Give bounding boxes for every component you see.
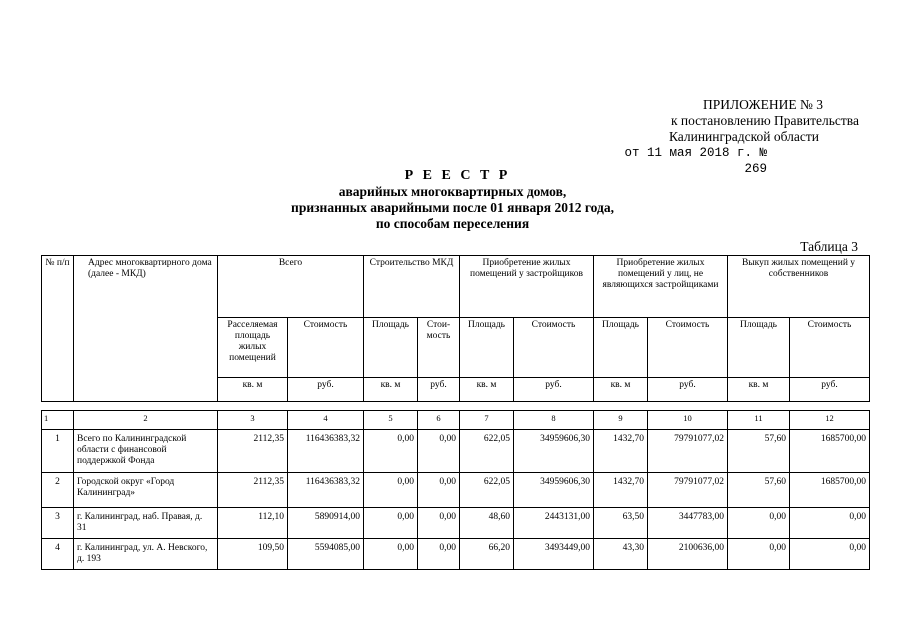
- cell-value: 63,50: [594, 508, 648, 539]
- header-unit: руб.: [418, 378, 460, 402]
- cell-value: 57,60: [728, 430, 790, 473]
- cell-value: 3447783,00: [648, 508, 728, 539]
- column-number: 7: [460, 411, 514, 430]
- title-reestr: Р Е Е С Т Р: [404, 168, 511, 183]
- cell-value: 622,05: [460, 473, 514, 508]
- cell-value: 0,00: [418, 473, 460, 508]
- cell-value: 48,60: [460, 508, 514, 539]
- cell-value: 0,00: [364, 539, 418, 570]
- header-group-construction: Строительство МКД: [364, 256, 460, 318]
- header-sub: Стоимость: [288, 318, 364, 378]
- title-line-2: аварийных многоквартирных домов,: [338, 184, 567, 199]
- cell-value: 5890914,00: [288, 508, 364, 539]
- cell-value: 0,00: [728, 508, 790, 539]
- header-unit: руб.: [514, 378, 594, 402]
- cell-value: 1685700,00: [790, 430, 870, 473]
- header-group-non-developers: Приобретение жилых помещений у лиц, не являющихся застройщиками: [594, 256, 728, 318]
- cell-value: 57,60: [728, 473, 790, 508]
- cell-value: 0,00: [364, 508, 418, 539]
- cell-value: 109,50: [218, 539, 288, 570]
- cell-value: 2112,35: [218, 473, 288, 508]
- table-row: [42, 539, 870, 570]
- cell-value: 622,05: [460, 430, 514, 473]
- column-number: 4: [288, 411, 364, 430]
- table-row: [42, 508, 870, 539]
- cell-value: 79791077,02: [648, 430, 728, 473]
- cell-value: 0,00: [418, 430, 460, 473]
- header-unit: кв. м: [364, 378, 418, 402]
- row-number: 3: [42, 508, 74, 539]
- cell-value: 2112,35: [218, 430, 288, 473]
- header-sub: Площадь: [594, 318, 648, 378]
- header-unit: руб.: [790, 378, 870, 402]
- table-row: [42, 473, 870, 508]
- cell-value: 116436383,32: [288, 430, 364, 473]
- row-number: 4: [42, 539, 74, 570]
- column-number: 11: [728, 411, 790, 430]
- cell-value: 0,00: [418, 508, 460, 539]
- header-sub: Стоимость: [648, 318, 728, 378]
- cell-value: 1685700,00: [790, 473, 870, 508]
- cell-value: 0,00: [790, 539, 870, 570]
- column-number: 5: [364, 411, 418, 430]
- row-number: 1: [42, 430, 74, 473]
- appendix-title: ПРИЛОЖЕНИЕ № 3: [702, 97, 823, 112]
- header-group-total: Всего: [218, 256, 364, 318]
- header-group-buyout: Выкуп жилых помещений у собственников: [728, 256, 870, 318]
- cell-value: 3493449,00: [514, 539, 594, 570]
- cell-value: 5594085,00: [288, 539, 364, 570]
- header-sub: Стоимость: [790, 318, 870, 378]
- appendix-block: [619, 97, 859, 177]
- header-unit: кв. м: [728, 378, 790, 402]
- column-number: 6: [418, 411, 460, 430]
- cell-value: 0,00: [418, 539, 460, 570]
- header-num: № п/п: [42, 256, 74, 402]
- cell-value: 1432,70: [594, 473, 648, 508]
- title-line-4: по способам переселения: [375, 216, 530, 231]
- header-sub: Стоимость: [514, 318, 594, 378]
- cell-value: 66,20: [460, 539, 514, 570]
- row-address: Всего по Калининградской области с финансовой поддержкой Фонда: [74, 430, 218, 473]
- column-number: 1: [42, 411, 74, 430]
- header-sub: Площадь: [364, 318, 418, 378]
- cell-value: 0,00: [364, 473, 418, 508]
- cell-value: 0,00: [364, 430, 418, 473]
- cell-value: 0,00: [728, 539, 790, 570]
- row-number: 2: [42, 473, 74, 508]
- column-number: 12: [790, 411, 870, 430]
- cell-value: 79791077,02: [648, 473, 728, 508]
- header-unit: руб.: [648, 378, 728, 402]
- title-line-3: признанных аварийными после 01 января 2012 года,: [291, 200, 614, 215]
- header-address: Адрес многоквартирного дома (далее - МКД): [74, 256, 218, 402]
- appendix-decree: к постановлению Правительства: [670, 113, 859, 128]
- column-number: 3: [218, 411, 288, 430]
- table-label: Таблица 3: [800, 239, 858, 254]
- header-unit: кв. м: [594, 378, 648, 402]
- header-sub: Площадь: [460, 318, 514, 378]
- cell-value: 0,00: [790, 508, 870, 539]
- cell-value: 112,10: [218, 508, 288, 539]
- column-number: 9: [594, 411, 648, 430]
- table-row: [42, 430, 870, 473]
- header-sub: Стои-мость: [418, 318, 460, 378]
- table-header: [41, 255, 870, 402]
- header-sub: Расселяемая площадь жилых помещений: [218, 318, 288, 378]
- header-unit: руб.: [288, 378, 364, 402]
- column-number: 8: [514, 411, 594, 430]
- cell-value: 2443131,00: [514, 508, 594, 539]
- column-number: 10: [648, 411, 728, 430]
- cell-value: 2100636,00: [648, 539, 728, 570]
- appendix-region: Калининградской области: [668, 129, 819, 144]
- cell-value: 43,30: [594, 539, 648, 570]
- header-sub: Площадь: [728, 318, 790, 378]
- row-address: Городской округ «Город Калининград»: [74, 473, 218, 508]
- table-body: [41, 410, 870, 570]
- cell-value: 34959606,30: [514, 430, 594, 473]
- row-address: г. Калининград, наб. Правая, д. 31: [74, 508, 218, 539]
- cell-value: 116436383,32: [288, 473, 364, 508]
- header-group-developers: Приобретение жилых помещений у застройщиков: [460, 256, 594, 318]
- cell-value: 1432,70: [594, 430, 648, 473]
- row-address: г. Калининград, ул. А. Невского, д. 193: [74, 539, 218, 570]
- appendix-date: от 11 мая 2018 г. № 269: [624, 146, 767, 176]
- header-unit: кв. м: [218, 378, 288, 402]
- cell-value: 34959606,30: [514, 473, 594, 508]
- header-unit: кв. м: [460, 378, 514, 402]
- column-numbers-row: [42, 411, 870, 430]
- document-title: [0, 168, 905, 232]
- column-number: 2: [74, 411, 218, 430]
